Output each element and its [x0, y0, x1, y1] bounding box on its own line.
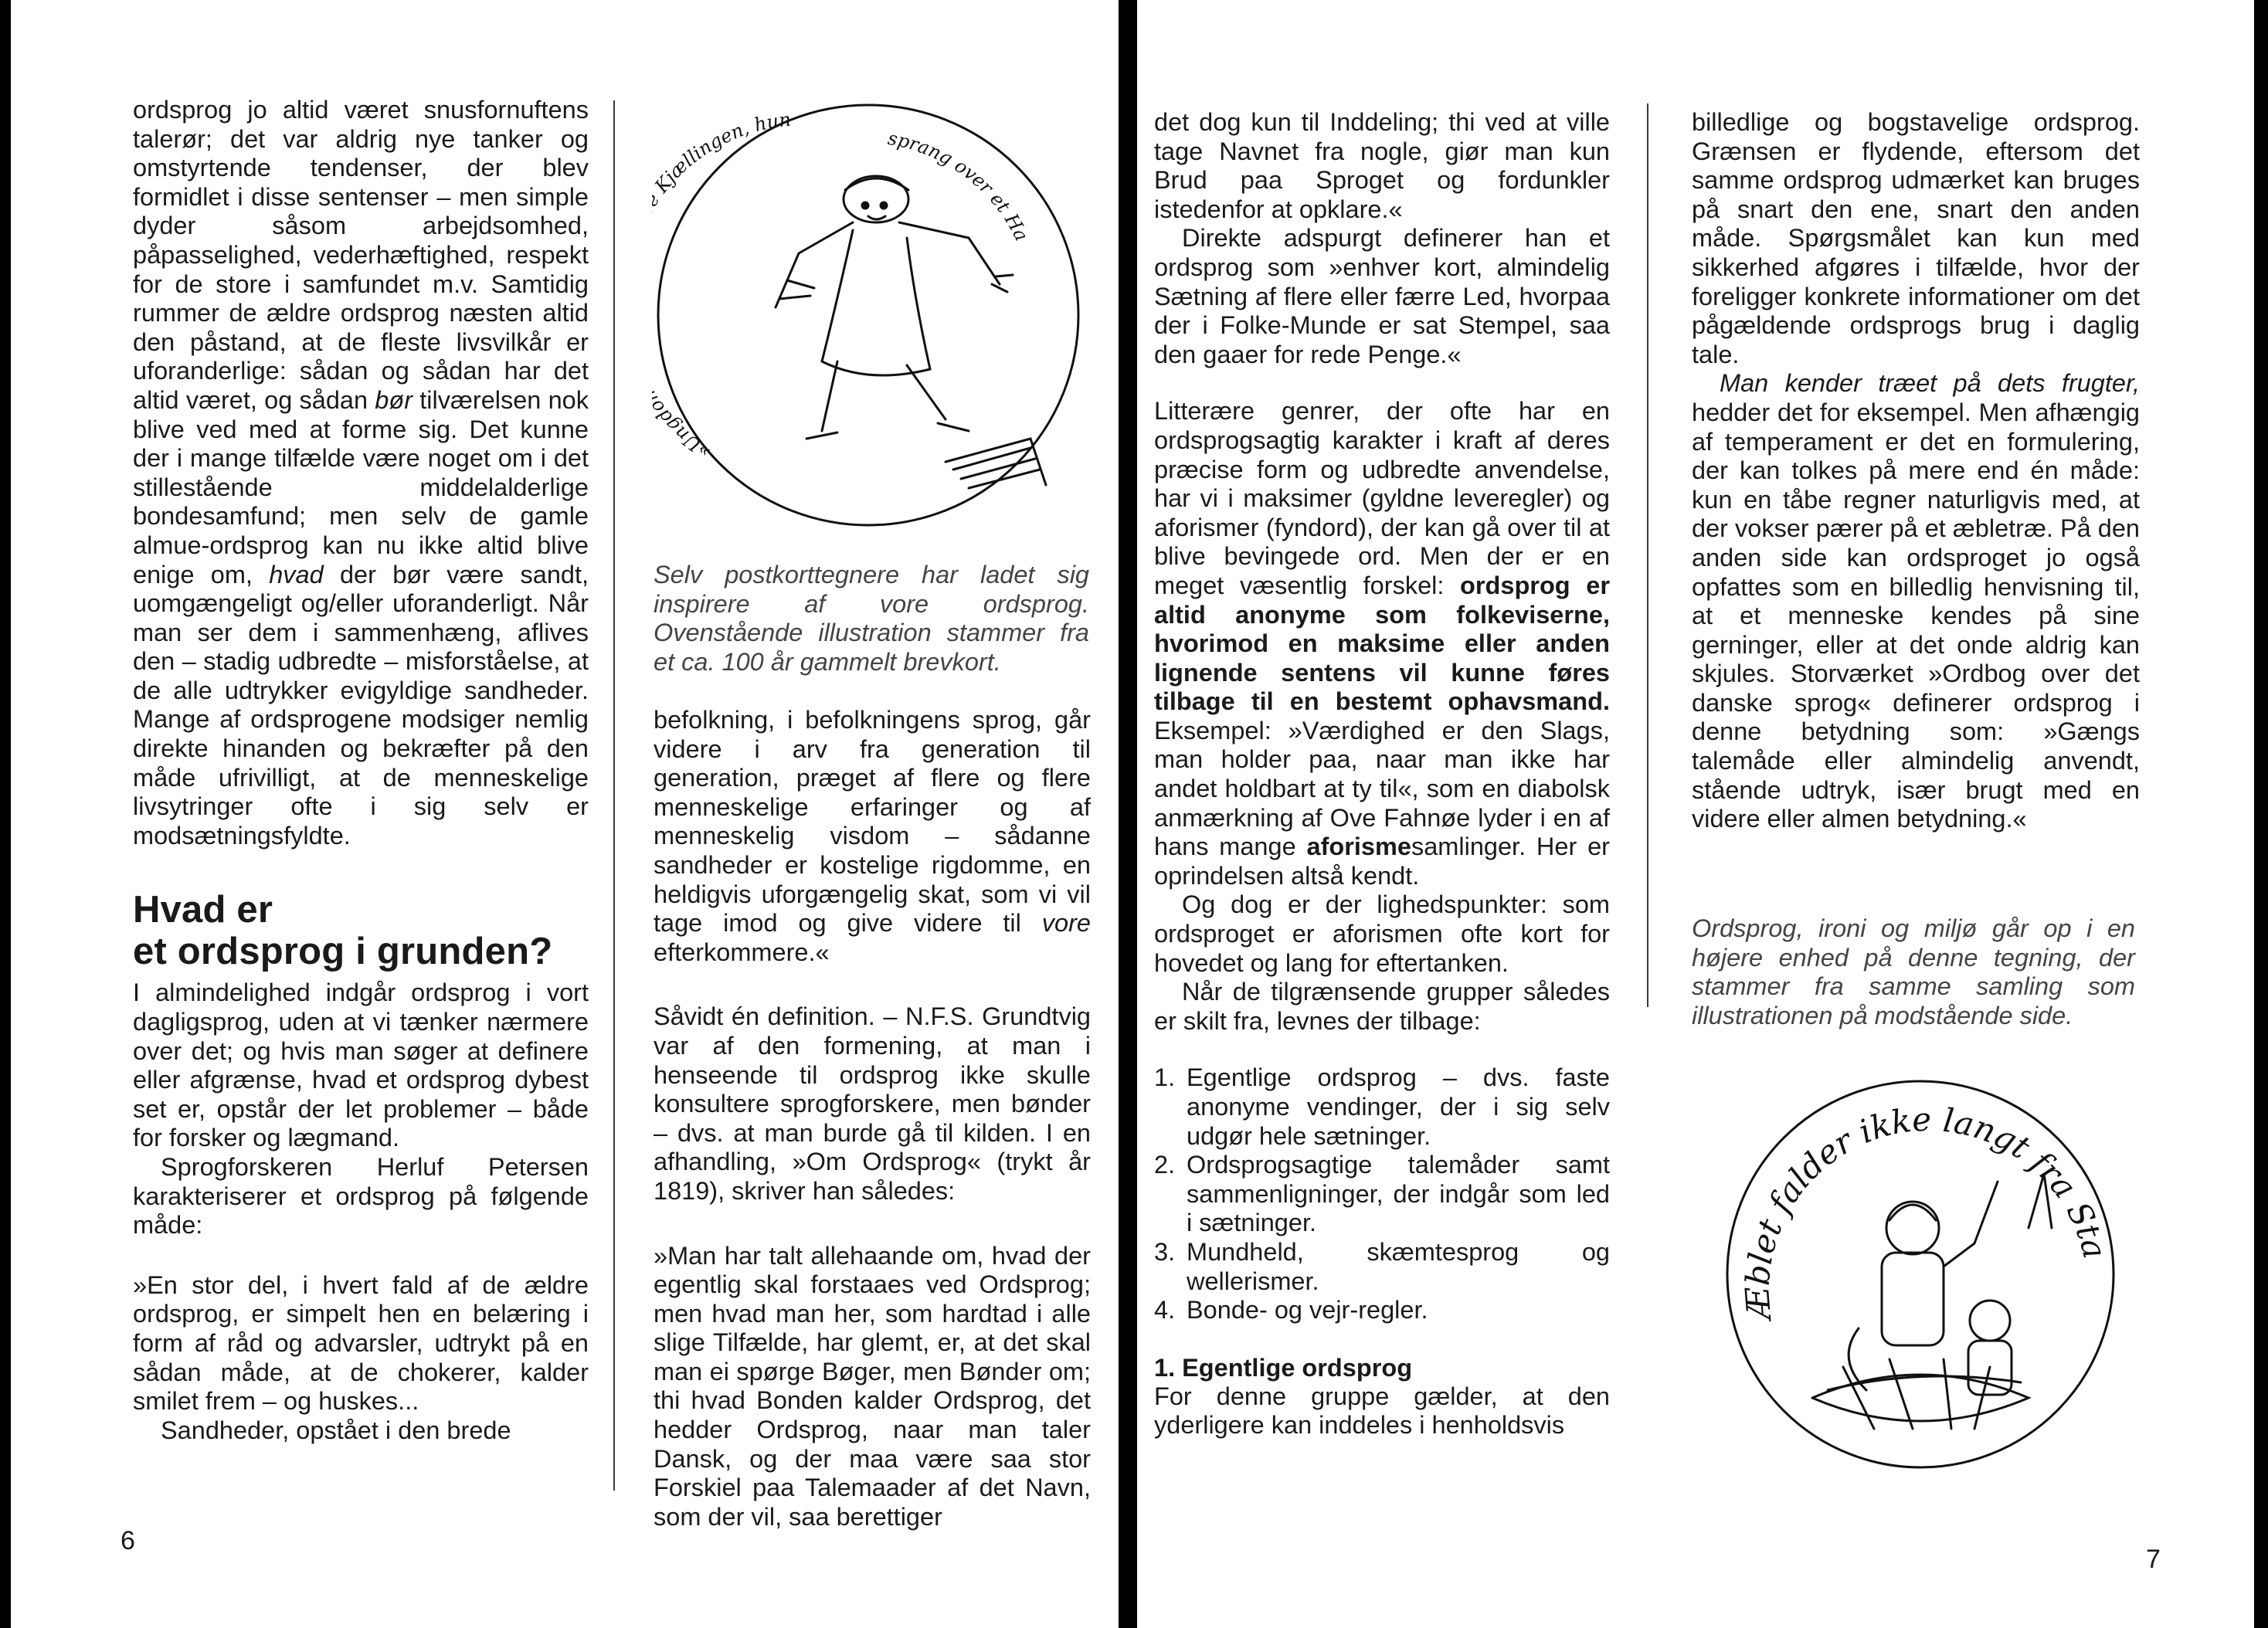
left-column-2	[654, 706, 1091, 1531]
paragraph: befolkning, i befolkningens sprog, går videre i arv fra generation til generation, præget af flere og flere menneskelige erfaringer og af menneskelig visdom – sådanne sandheder er kostelige rigdomme, en heldigvis uforgængelig skat, som vi vil tage imod og give videre til vore efterkommere.«	[654, 706, 1091, 966]
bold-text: ordsprog er altid anonyme som folkeviserne, hvorimod en maksime eller anden lignende sentens vil kunne føres tilbage til en bestemt ophavsmand.	[1154, 571, 1611, 716]
svg-text:sprang over et Halmstraa.: sprang over et Ha	[886, 127, 1033, 245]
apple-illustration	[1720, 1073, 2121, 1475]
paragraph: Litterære genrer, der ofte har en ordsprogsagtig karakter i kraft af deres præcise form og udbredte anvendelse, har vi i maksimer (gyldne leveregler) og aforismer (fyndord), der kan gå over til at blive bevingede ord. Men der er en meget væsentlig forskel: ordsprog er altid anonyme som folkeviserne, hvorimod en maksime eller anden lignende sentens vil kunne føres tilbage til en bestemt ophavsmand. Eksempel: »Værdighed er den Slags, man holder paa, naar man ikke har andet holdbart at ty til«, som en diabolsk anmærkning af Ove Fahnøe lyder i en af hans mange aforismesamlinger. Her er oprindelsen altså kendt.	[1154, 397, 1611, 890]
right-caption: Ordsprog, ironi og miljø går op i en højere enhed på denne tegning, der stammer fra samme samling som illustrationen på modstående side.	[1692, 914, 2135, 1029]
bold-text: aforisme	[1306, 833, 1411, 861]
subsection-heading: 1. Egentlige ordsprog	[1154, 1353, 1413, 1382]
list-item: 2. Ordsprogsagtige talemåder samt sammenligninger, der indgår som led i sætninger.	[1154, 1151, 1610, 1237]
list-item: 3. Mundheld, skæmtesprog og wellerismer.	[1154, 1237, 1610, 1295]
paragraph: Sprogforskeren Herluf Petersen karakteriserer et ordsprog på følgende måde:	[133, 1153, 589, 1240]
paragraph: billedlige og bogstavelige ordsprog. Grænsen er flydende, eftersom det samme ordsprog udmærket kan bruges på snart den ene, snart den anden måde. Spørgsmålet kan kun med sikkerhed afgøres i tilfælde, hvor der foreligger konkrete informationer om det pågældende ordsprogs brug i daglig tale.	[1692, 108, 2140, 368]
left-page	[11, 0, 1119, 1628]
page-number: 6	[121, 1526, 135, 1555]
page-number: 7	[2146, 1545, 2161, 1574]
paragraph: ordsprog jo altid været snusfornuftens talerør; det var aldrig nye tanker og omstyrtende tendenser, der blev formidlet i disse sentenser – men simple dyder såsom arbejdsomhed, påpasselighed, vederhæftighed, respekt for de store i samfundet m.v. Samtidig rummer de ældre ordsprog næsten altid den påstand, at de fleste livsvilkår er uforanderlige: sådan og sådan har det altid været, og sådan bør tilværelsen nok blive ved med at forme sig. Det kunne der i mange tilfælde være noget om i det stillestående middelalderlige bondesamfund; men selv de gamle almue-ordsprog kan nu ikke altid blive enige om, hvad der bør være sandt, uomgængeligt og/eller uforanderligt. Når man ser dem i sammenhæng, aflives den – stadig udbredte – misforståelse, at de alle udtrykker evigyldige sandheder. Mange af ordsprogene modsiger nemlig direkte hinanden og bekræfter på den måde ufrivilligt, at de menneskelige livsytringer ofte i sig selv er modsætningsfyldte.	[133, 96, 589, 850]
list-item: 1. Egentlige ordsprog – dvs. faste anonyme vendinger, der i sig selv udgør hele sætninger.	[1154, 1063, 1610, 1150]
right-page	[1137, 0, 2254, 1628]
svg-text:Æblet falder ikke langt fra St	[1720, 1073, 2114, 1324]
paragraph: Såvidt én definition. – N.F.S. Grundtvig var af den formening, at man i henseende til ordsprog ikke skulle konsultere sprogforskere, men bønder – dvs. at man burde gå til kilden. I en afhandling, »Om Ordsprog« (trykt år 1819), skriver han således:	[654, 1002, 1091, 1205]
category-list	[1154, 1063, 1610, 1324]
postcard-illustration	[652, 99, 1085, 531]
paragraph: Man kender træet på dets frugter, hedder det for eksempel. Men afhængig af temperament er det en formulering, der kan tolkes på mere end én måde: kun en tåbe regner naturligvis med, at der vokser pærer på et æbletræ. På den anden side kan ordsproget jo også opfattes som en billedlig henvisning til, at et menneske kendes på sine gerninger, eller at det onde aldrig kan skjules. Storværket »Ordbog over det danske sprog« definerer ordsprog i denne betydning som: »Gængs talemåde eller almindelig anvendt, stående udtryk, især brugt med en videre eller almen betydning.«	[1692, 369, 2140, 833]
paragraph: det dog kun til Inddeling; thi ved at ville tage Navnet fra nogle, giør man kun Brud paa Sproget og fordunkler istedenfor at opklare.«	[1154, 108, 1610, 223]
paragraph: Sandheder, opstået i den brede	[161, 1416, 511, 1444]
section-heading: Hvad er et ordsprog i grunden?	[133, 889, 553, 973]
svg-text:»Ungdommens Taaser,« sagde Kjæ: »Ungd Kjællingen, hun	[652, 108, 793, 463]
emphasis: hvad	[269, 560, 324, 588]
emphasis: vore	[1041, 909, 1091, 938]
left-caption: Selv postkorttegnere har ladet sig inspirere af vore ordsprog. Ovenstående illustration stammer fra et ca. 100 år gammelt brevkort.	[654, 561, 1089, 676]
right-column-2	[1692, 108, 2140, 834]
apple-drawing	[1720, 1073, 2121, 1475]
paragraph: Når de tilgrænsende grupper således er skilt fra, levnes der tilbage:	[1154, 978, 1610, 1035]
column-rule	[613, 100, 615, 1491]
postcard-drawing	[652, 99, 1085, 531]
paragraph: Direkte adspurgt definerer han et ordsprog som »enhver kort, almindelig Sætning af flere eller færre Led, hvorpaa der i Folke-Munde er sat Stempel, saa den gaaer for rede Penge.«	[1154, 224, 1610, 368]
emphasis: Man kender træet på dets frugter,	[1720, 369, 2140, 398]
quote-paragraph: »En stor del, i hvert fald af de ældre ordsprog, er simpelt hen en belæring i form af råd og advarsler, udtrykt på en sådan måde, at de chokerer, kalder smilet frem – og huskes...	[133, 1270, 589, 1416]
column-rule	[1647, 103, 1648, 1007]
paragraph: For denne gruppe gælder, at den yderligere kan inddeles i henholdsvis	[1154, 1382, 1610, 1440]
right-column-1	[1154, 108, 1610, 1440]
left-column-1	[133, 96, 589, 1445]
list-item: 4. Bonde- og vejr-regler.	[1154, 1296, 1428, 1324]
emphasis: bør	[375, 385, 413, 414]
paragraph: Og dog er der lighedspunkter: som ordsproget er aforismen ofte kort for hovedet og lang for eftertanken.	[1154, 890, 1610, 977]
quote-paragraph: »Man har talt allehaande om, hvad der egentlig skal forstaaes ved Ordsprog; men hvad man her, som hardtad i alle slige Tilfælde, har glemt, er, at det skal man ei spørge Bøger, men Bønder om; thi hvad Bonden kalder Ordsprog, det hedder Ordsprog, naar man taler Dansk, og der maa være saa stor Forskiel paa Talemaader af det Navn, som der vil, saa berettiger	[654, 1241, 1091, 1531]
paragraph: I almindelighed indgår ordsprog i vort dagligsprog, uden at vi tænker nærmere over det; og hvis man søger at definere eller afgrænse, hvad et ordsprog dybest set er, opstår der let problemer – både for forsker og lægmand.	[133, 978, 589, 1152]
apple-illustration-text: Æblet falder ikke langt fra Sta	[1737, 1100, 2114, 1321]
